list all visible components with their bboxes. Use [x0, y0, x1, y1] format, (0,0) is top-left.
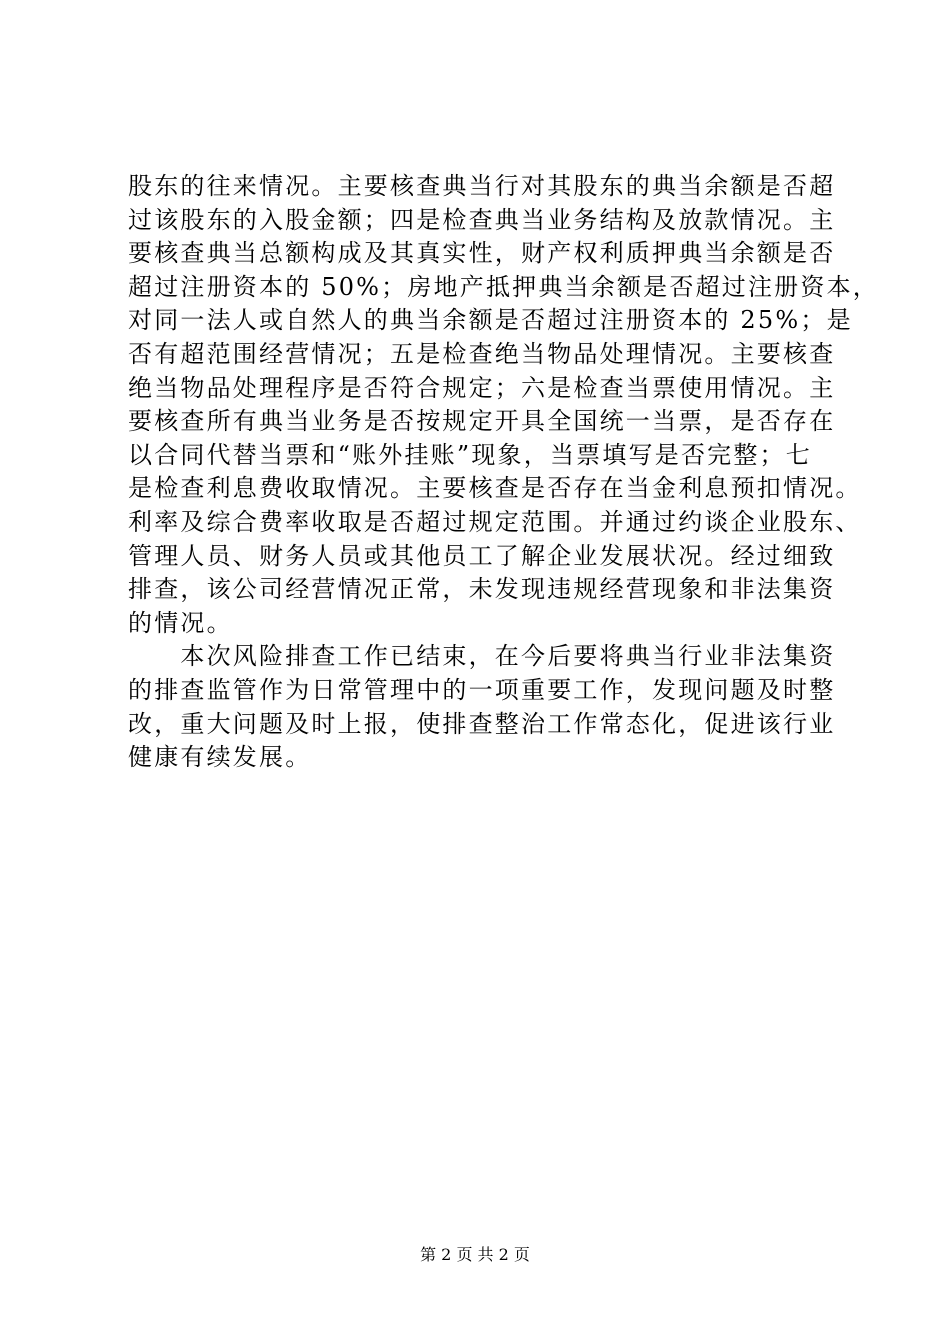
text-line: 否有超范围经营情况；五是检查绝当物品处理情况。主要核查	[128, 339, 836, 368]
text-line: 股东的往来情况。主要核查典当行对其股东的典当余额是否超	[128, 172, 836, 200]
text-line: 利率及综合费率收取是否超过规定范围。并通过约谈企业股东、	[128, 507, 862, 536]
text-line: 超过注册资本的 50%；房地产抵押典当余额是否超过注册资本，	[128, 272, 879, 301]
text-line: 要核查典当总额构成及其真实性，财产权利质押典当余额是否	[128, 239, 836, 268]
text-line: 绝当物品处理程序是否符合规定；六是检查当票使用情况。主	[128, 373, 836, 402]
text-line: 健康有续发展。	[128, 743, 312, 772]
text-line: 管理人员、财务人员或其他员工了解企业发展状况。经过细致	[128, 541, 836, 570]
text-line: 对同一法人或自然人的典当余额是否超过注册资本的 25%；是	[128, 306, 853, 335]
text-line: 要核查所有典当业务是否按规定开具全国统一当票，是否存在	[128, 407, 836, 436]
text-line: 过该股东的入股金额；四是检查典当业务结构及放款情况。主	[128, 205, 836, 234]
body-text	[128, 170, 879, 775]
text-line: 的排查监管作为日常管理中的一项重要工作，发现问题及时整	[128, 675, 836, 704]
text-line: 是检查利息费收取情况。主要核查是否存在当金利息预扣情况。	[128, 474, 862, 503]
text-line: 的情况。	[128, 608, 233, 637]
text-line: 改，重大问题及时上报，使排查整治工作常态化，促进该行业	[128, 709, 836, 738]
text-line: 以合同代替当票和“账外挂账”现象，当票填写是否完整；七	[128, 440, 812, 469]
text-line: 排查，该公司经营情况正常，未发现违规经营现象和非法集资	[128, 575, 836, 604]
page-number-footer: 第 2 页 共 2 页	[420, 1245, 530, 1264]
text-line: 本次风险排查工作已结束，在今后要将典当行业非法集资	[128, 642, 836, 671]
